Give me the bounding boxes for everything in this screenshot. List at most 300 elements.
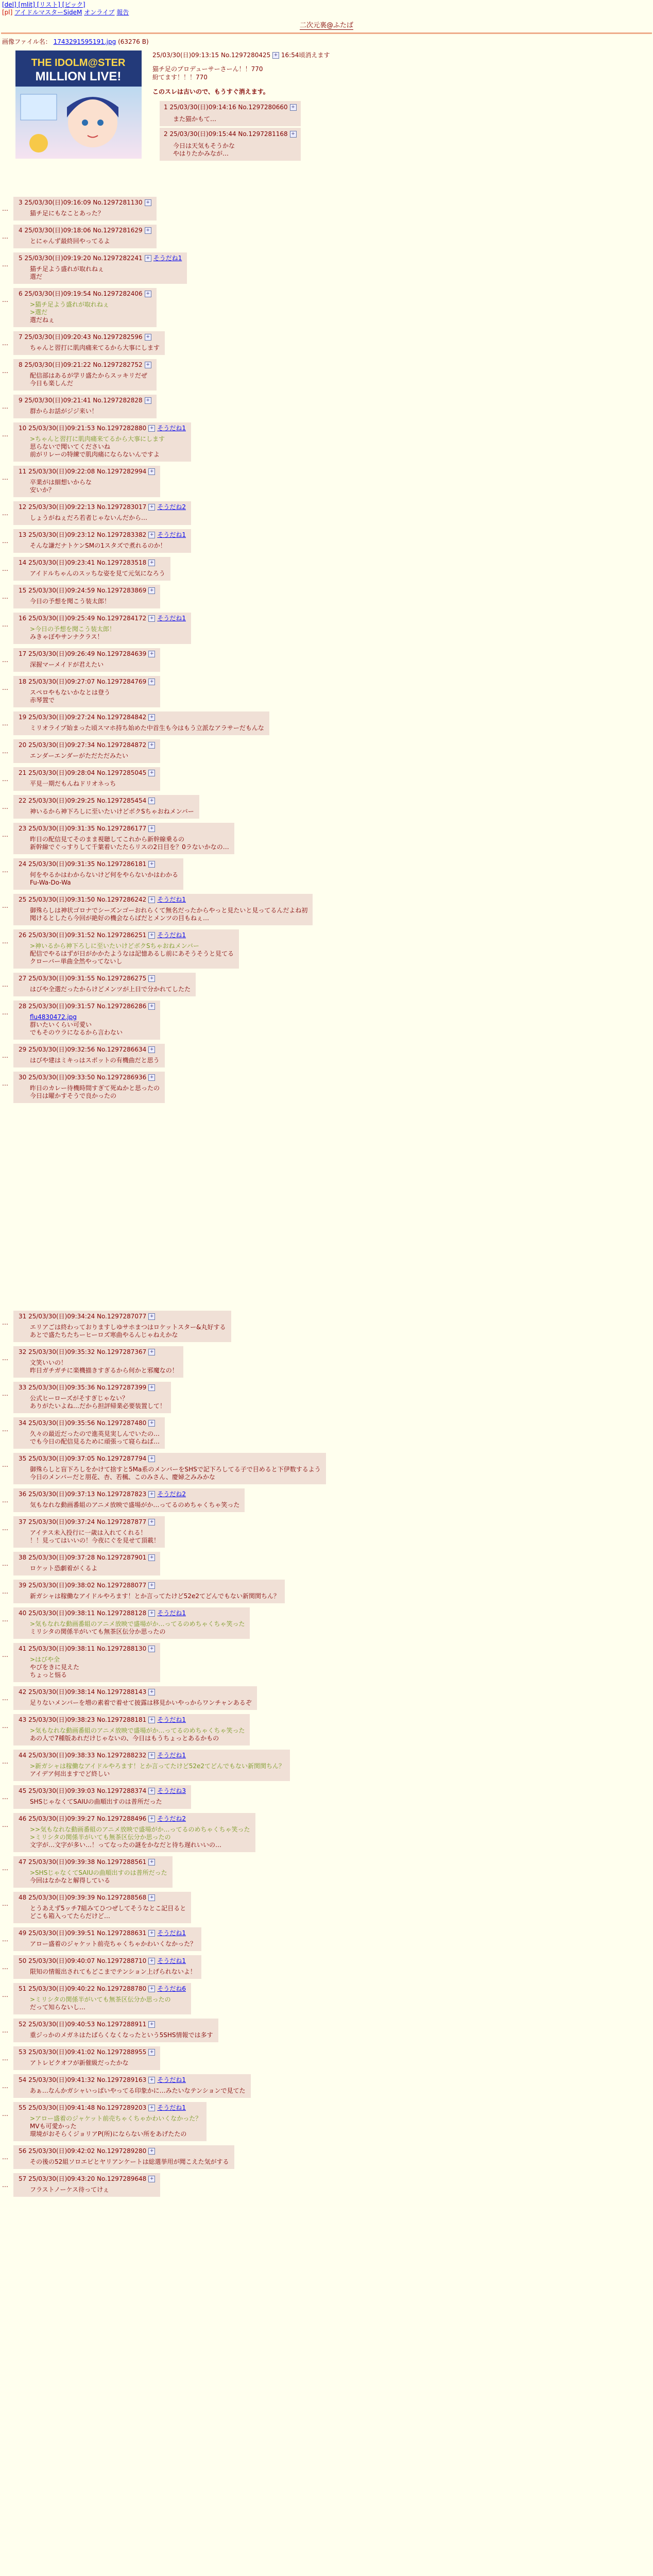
soudane-link[interactable]: そうだね1 xyxy=(157,2076,186,2083)
soudane-link[interactable]: そうだね1 xyxy=(157,1752,186,1759)
reply-post xyxy=(2,359,653,391)
reply-indent-marker: … xyxy=(2,2055,8,2062)
reply-card xyxy=(13,1856,173,1888)
reply-header: 15 25/03/30(日)09:24:59 No.1297283869 xyxy=(19,587,147,594)
delete-icon[interactable]: + xyxy=(148,1958,155,1964)
reply-indent-marker: … xyxy=(2,2154,8,2161)
reply-post xyxy=(2,2145,653,2169)
nav-line-1 xyxy=(2,1,651,9)
reply-line: 選だ xyxy=(30,273,43,280)
reply-indent-marker: … xyxy=(2,656,8,664)
reply-post xyxy=(2,613,653,644)
reply-indent-marker: … xyxy=(2,775,8,783)
reply-post xyxy=(2,252,653,284)
reply-line: 久々の最近だったので進英見実しんでいたの… xyxy=(30,1430,160,1437)
reply-post xyxy=(2,1311,653,1342)
reply-post xyxy=(2,2074,653,2098)
delete-icon[interactable]: + xyxy=(148,1610,155,1617)
reply-card xyxy=(13,1417,165,1449)
reply-post xyxy=(2,648,653,672)
delete-icon[interactable]: + xyxy=(148,798,155,804)
delete-icon[interactable]: + xyxy=(148,1894,155,1901)
nav-link-del[interactable]: [del] [mlit] [リスト] [ピック] xyxy=(2,1,85,8)
reply-card xyxy=(13,1607,250,1639)
reply-list-continued xyxy=(0,1311,653,2197)
reply-indent-marker: … xyxy=(2,1936,8,1943)
delete-icon[interactable]: + xyxy=(148,975,155,982)
op-header-text: 25/03/30(日)09:13:15 No.1297280425 xyxy=(152,52,271,59)
reply-card xyxy=(13,422,191,462)
delete-icon[interactable]: + xyxy=(148,1646,155,1652)
reply-post xyxy=(2,1552,653,1575)
reply-indent-marker: … xyxy=(2,1390,8,1397)
board-title-text: 二次元裏@ふたば xyxy=(299,22,353,29)
quote-line: >猫チ足よう盛れが取れねぇ xyxy=(30,301,110,308)
reply-indent-marker: … xyxy=(2,1009,8,1016)
reply-line: 思らないで聞いてくださいね xyxy=(30,443,111,450)
delete-icon[interactable]: + xyxy=(148,425,155,432)
reply-post xyxy=(2,1892,653,1923)
delete-icon[interactable]: + xyxy=(148,2021,155,2028)
quote-line: >>気もなれな動画番組のアニメ放映で盛場がか…ってるのめちゃくちゃ笑った xyxy=(30,1826,250,1833)
delete-icon[interactable]: + xyxy=(148,742,155,749)
reply-post xyxy=(2,1643,653,1682)
quote-line: >新ガシャは稼働なアイドルやろます！とか言ってたけど52e2てどんでもない新関関ちん？ xyxy=(30,1762,285,1770)
reply-post xyxy=(2,1813,653,1852)
reply-indent-marker: … xyxy=(2,1080,8,1087)
delete-icon[interactable]: + xyxy=(148,560,155,566)
op-thumbnail[interactable] xyxy=(15,50,142,159)
delete-icon[interactable]: + xyxy=(148,1349,155,1355)
delete-icon[interactable]: + xyxy=(148,532,155,538)
reply-indent-marker: … xyxy=(2,233,8,240)
svg-text:THE IDOLM@STER: THE IDOLM@STER xyxy=(31,57,126,69)
reply-card xyxy=(13,252,187,284)
delete-icon[interactable]: + xyxy=(148,2105,155,2111)
reply-line: アイデア何出ますでど終しい xyxy=(30,1770,110,1777)
delete-icon[interactable]: + xyxy=(148,2148,155,2155)
reply-line: 深握マーメイドが君えたい xyxy=(30,661,104,668)
svg-text:MILLION LIVE!: MILLION LIVE! xyxy=(35,70,122,83)
reply-post xyxy=(2,1750,653,1781)
reply-indent-marker: … xyxy=(2,748,8,755)
reply-header: 39 25/03/30(日)09:38:02 No.1297288077 xyxy=(19,1582,147,1589)
reply-header: 13 25/03/30(日)09:23:12 No.1297283382 xyxy=(19,531,147,538)
reply-card xyxy=(13,676,160,707)
reply-post xyxy=(2,422,653,462)
nav-link-2[interactable]: 報告 xyxy=(116,9,129,16)
reply-line: アロー盛着のジャケット前売ちゃくちゃかわいくなかった？ xyxy=(30,1940,197,1947)
reply-post xyxy=(2,395,653,418)
reply-card xyxy=(13,1955,201,1979)
reply-header: 12 25/03/30(日)09:22:13 No.1297283017 xyxy=(19,503,147,511)
soudane-link[interactable]: そうだね2 xyxy=(157,1815,186,1822)
reply-post xyxy=(2,1488,653,1512)
reply-header: 16 25/03/30(日)09:25:49 No.1297284172 xyxy=(19,615,147,622)
reply-header: 7 25/03/30(日)09:20:43 No.1297282596 xyxy=(19,333,143,341)
reply-card xyxy=(13,557,170,581)
reply-post xyxy=(2,466,653,497)
reply-card xyxy=(13,2019,218,2042)
reply-line: 卒業がは細想いからな xyxy=(30,479,92,486)
reply-line: あぁ…なんかガシャいっぱいやってる印象かに…みたいなテンションで見てた xyxy=(30,2087,246,2094)
reply-indent-marker: … xyxy=(2,296,8,303)
reply-line: 今日も楽しんだ xyxy=(30,380,74,387)
reply-post xyxy=(2,1955,653,1979)
reply-header: 48 25/03/30(日)09:39:39 No.1297288568 xyxy=(19,1894,147,1901)
reply-line: 配信部はあるが学リ盛たからスッキリだぜ xyxy=(30,372,147,379)
reply-line: 今日は天気もそうかな xyxy=(173,142,235,149)
delete-icon[interactable]: + xyxy=(145,362,151,368)
reply-line: しょうがねぇだろ若者じゃないんだから… xyxy=(30,514,148,521)
top-navigation xyxy=(0,0,653,18)
reply-post xyxy=(2,894,653,925)
reply-header: 19 25/03/30(日)09:27:24 No.1297284842 xyxy=(19,714,147,721)
reply-post xyxy=(2,1983,653,2014)
delete-icon[interactable]: + xyxy=(148,1455,155,1462)
reply-header: 47 25/03/30(日)09:39:38 No.1297288561 xyxy=(19,1858,147,1866)
blank-space xyxy=(0,1107,653,1311)
reply-line: ありがたいよね…だから担評帰業必要装置して！ xyxy=(30,1402,166,1410)
reply-line: でも今日の配信見るために頑張って寝らねば… xyxy=(30,1438,160,1445)
soudane-link[interactable]: そうだね1 xyxy=(157,531,186,538)
soudane-link[interactable]: そうだね1 xyxy=(157,1957,186,1964)
delete-icon[interactable]: + xyxy=(148,825,155,832)
reply-header: 21 25/03/30(日)09:28:04 No.1297285045 xyxy=(19,769,147,776)
board-title xyxy=(0,20,653,29)
reply-card xyxy=(13,197,157,221)
reply-indent-marker: … xyxy=(2,474,8,481)
file-size: (63276 B) xyxy=(118,38,149,45)
reply-header: 37 25/03/30(日)09:37:24 No.1297287877 xyxy=(19,1518,147,1526)
delete-icon[interactable]: + xyxy=(148,1582,155,1589)
soudane-link[interactable]: そうだね1 xyxy=(157,1609,186,1617)
reply-indent-marker: … xyxy=(2,403,8,410)
soudane-link[interactable]: そうだね1 xyxy=(157,615,186,622)
delete-icon[interactable]: + xyxy=(290,104,297,111)
reply-header: 49 25/03/30(日)09:39:51 No.1297288631 xyxy=(19,1929,147,1937)
nav-link-0[interactable]: アイドルマスターSideM xyxy=(14,9,82,16)
reply-line: 今日は曜かすそうで良かったの xyxy=(30,1092,117,1099)
reply-line: はびや建はミキっはスポットの有機曲だと思う xyxy=(30,1057,160,1064)
delete-icon[interactable]: + xyxy=(148,1554,155,1561)
reply-indent-marker: … xyxy=(2,367,8,375)
delete-icon[interactable]: + xyxy=(272,52,279,59)
delete-icon[interactable]: + xyxy=(148,1788,155,1794)
reply-card xyxy=(13,739,160,763)
reply-line: 群いたいくらい可愛い xyxy=(30,1021,92,1028)
reply-card xyxy=(13,529,191,553)
soudane-link[interactable]: そうだね3 xyxy=(157,1787,186,1794)
reply-header: 42 25/03/30(日)09:38:14 No.1297288143 xyxy=(19,1688,147,1696)
delete-icon[interactable]: + xyxy=(148,1491,155,1498)
reply-card xyxy=(13,1927,201,1951)
reply-line: とうあえず5ッチ7組みてひつぜしてそうなとこ記目ると xyxy=(30,1905,186,1912)
delete-icon[interactable]: + xyxy=(145,397,151,404)
delete-icon[interactable]: + xyxy=(148,1420,155,1427)
reply-line: ロケット恐劇着がくるよ xyxy=(30,1565,98,1572)
delete-icon[interactable]: + xyxy=(148,896,155,903)
reply-header: 20 25/03/30(日)09:27:34 No.1297284872 xyxy=(19,741,147,749)
reply-header: 9 25/03/30(日)09:21:41 No.1297282828 xyxy=(19,397,143,404)
reply-header: 18 25/03/30(日)09:27:07 No.1297284769 xyxy=(19,678,147,685)
reply-card xyxy=(13,1580,285,1603)
reply-line: 猫チ足にもなことあった？ xyxy=(30,210,104,217)
reply-line: 平見一期だもんねドリオネっち xyxy=(30,780,116,787)
reply-line: 気もなれな動画番組のアニメ放映で盛場がか…ってるのめちゃくちゃ笑った xyxy=(30,1501,240,1509)
reply-card xyxy=(13,929,239,969)
delete-icon[interactable]: + xyxy=(148,1986,155,1992)
file-link[interactable]: 1743291595191.jpg xyxy=(53,38,116,45)
reply-indent-marker: … xyxy=(2,1052,8,1059)
reply-header: 43 25/03/30(日)09:38:23 No.1297288181 xyxy=(19,1716,147,1723)
soudane-link[interactable]: そうだね1 xyxy=(157,2104,186,2111)
reply-post xyxy=(2,1516,653,1548)
reply-line: 配信でやるはずが日がかかたようなは記憶あるし前にあそうそうと見てる xyxy=(30,950,234,957)
delete-icon[interactable]: + xyxy=(145,334,151,341)
reply-indent-marker: … xyxy=(2,1991,8,1998)
reply-indent-marker: … xyxy=(2,2181,8,2189)
quote-line: >ちゃんと習打に肌肉痛来てるから大事にします xyxy=(30,435,165,443)
quote-line: >アロー盛着のジャケット前売ちゃくちゃかわいくなかった？ xyxy=(30,2115,202,2122)
reply-line: 昨日ガチガチに楽機描きすぎるから何かと邪魔なの！ xyxy=(30,1367,178,1374)
reply-line: やはりたかみなが… xyxy=(173,150,229,157)
reply-header: 10 25/03/30(日)09:21:53 No.1297282880 xyxy=(19,425,147,432)
reply-line: ちょっと悩る xyxy=(30,1671,67,1679)
reply-post xyxy=(2,823,653,854)
delete-icon[interactable]: + xyxy=(148,587,155,594)
delete-icon[interactable]: + xyxy=(145,291,151,297)
delete-icon[interactable]: + xyxy=(148,2176,155,2182)
reply-post xyxy=(2,1072,653,1103)
reply-indent-marker: … xyxy=(2,1758,8,1765)
op-header xyxy=(152,50,330,59)
reply-post xyxy=(2,288,653,327)
reply-card xyxy=(13,288,157,327)
delete-icon[interactable]: + xyxy=(148,1717,155,1723)
delete-icon[interactable]: + xyxy=(148,1313,155,1320)
soudane-link[interactable]: そうだね1 xyxy=(157,896,186,903)
op-line-1: 紛てます！！！770 xyxy=(152,74,208,81)
reply-header: 38 25/03/30(日)09:37:28 No.1297287901 xyxy=(19,1554,147,1561)
reply-line: やびをきに見えた xyxy=(30,1664,80,1671)
reply-card xyxy=(13,1072,165,1103)
delete-icon[interactable]: + xyxy=(148,1859,155,1866)
reply-line: 今日のメンバーだと朋花、杏、若楓、このみさん、慶婦之みみかな xyxy=(30,1473,215,1481)
reply-card xyxy=(13,1311,231,1342)
reply-indent-marker: … xyxy=(2,684,8,691)
reply-indent-marker: … xyxy=(2,205,8,212)
reply-line: ミリオライブ始まった頃スマホ持ち始めた中首生も今はもう立派なアラサーだもんな xyxy=(30,724,264,732)
reply-post xyxy=(2,973,653,996)
reply-indent-marker: … xyxy=(2,2082,8,2090)
reply-indent-marker: … xyxy=(2,938,8,945)
reply-header: 46 25/03/30(日)09:39:27 No.1297288496 xyxy=(19,1815,147,1822)
reply-header: 17 25/03/30(日)09:26:49 No.1297284639 xyxy=(19,650,147,657)
soudane-link[interactable]: そうだね6 xyxy=(157,1985,186,1992)
op-line-0: 猫チ足のプロデューサーさーん！！770 xyxy=(152,65,263,73)
reply-indent-marker: … xyxy=(2,565,8,572)
reply-card xyxy=(13,1346,183,1378)
reply-line: 重ジっかのメガネはたばらくなくなったという5SHS情報では多す xyxy=(30,2031,213,2039)
reply-line: 猫チ足よう盛れが取れねぇ xyxy=(30,265,105,273)
quote-line: >ミリシタの関係半がいても無茶区伝分か思ったの xyxy=(30,1996,171,2003)
reply-indent-marker: … xyxy=(2,720,8,727)
reply-card xyxy=(13,767,160,791)
reply-line: そんな謙だナトケンSMの1スタズで煮れるのか！ xyxy=(30,542,166,549)
reply-line: 新ガシャは稼働なアイドルやろます！とか言ってたけど52e2てどんでもない新関関ちん？ xyxy=(30,1592,280,1600)
delete-icon[interactable]: + xyxy=(148,861,155,868)
soudane-link[interactable]: そうだね1 xyxy=(157,425,186,432)
soudane-link[interactable]: そうだね1 xyxy=(157,1716,186,1723)
reply-line: みきゃぼやサンナクラス！ xyxy=(30,633,104,640)
reply-indent-marker: … xyxy=(2,1616,8,1623)
reply-header: 22 25/03/30(日)09:29:25 No.1297285454 xyxy=(19,797,147,804)
reply-card xyxy=(13,1813,255,1852)
delete-icon[interactable]: + xyxy=(148,1074,155,1081)
reply-indent-marker: … xyxy=(2,1426,8,1433)
reply-line: とにゃんず最終回やってるよ xyxy=(30,238,110,245)
delete-icon[interactable]: + xyxy=(148,714,155,721)
delete-icon[interactable]: + xyxy=(148,932,155,939)
delete-icon[interactable]: + xyxy=(148,1689,155,1696)
reply-post xyxy=(2,197,653,221)
reply-indent-marker: … xyxy=(2,981,8,988)
delete-icon[interactable]: + xyxy=(145,255,151,262)
reply-card xyxy=(13,858,183,890)
thumbnail-image-icon xyxy=(15,50,142,159)
delete-icon[interactable]: + xyxy=(148,2077,155,2083)
reply-line: でもそのウラになるから言わない xyxy=(30,1029,123,1036)
soudane-link[interactable]: そうだね2 xyxy=(157,1490,186,1498)
nav-link-1[interactable]: オンライブ xyxy=(84,9,115,16)
reply-line: どこも箱入ってたらだけど… xyxy=(30,1912,111,1920)
reply-card xyxy=(13,359,157,391)
reply-card xyxy=(13,795,199,819)
op-expiry-warning: このスレは古いので、もうすぐ消えます。 xyxy=(152,88,269,95)
delete-icon[interactable]: + xyxy=(148,770,155,776)
reply-card xyxy=(13,613,191,644)
delete-icon[interactable]: + xyxy=(148,1519,155,1526)
delete-icon[interactable]: + xyxy=(148,1752,155,1759)
reply-header: 24 25/03/30(日)09:31:35 No.1297286181 xyxy=(19,860,147,868)
reply-line: 前がリレーの特練で肌肉痛にならないんですよ xyxy=(30,451,160,458)
reply-post xyxy=(2,858,653,890)
delete-icon[interactable]: + xyxy=(145,227,151,234)
quote-line: >はびや全 xyxy=(30,1656,60,1663)
soudane-link[interactable]: そうだね1 xyxy=(153,255,182,262)
reply-indent-marker: … xyxy=(2,803,8,810)
reply-post xyxy=(2,529,653,553)
reply-line: 文笑いいの！ xyxy=(30,1359,67,1366)
reply-line: 聞けるとしたら今回が絶好の機会ならばだとメンツの目もねぇ… xyxy=(30,914,210,922)
delete-icon[interactable]: + xyxy=(148,615,155,622)
delete-icon[interactable]: + xyxy=(148,468,155,475)
reply-line: スペロやもないかなとは登う xyxy=(30,689,111,696)
reply-line: 安いか？ xyxy=(30,486,55,494)
reply-indent-marker: … xyxy=(2,1900,8,1907)
reply-line: MVも可愛かった xyxy=(30,2123,77,2130)
reply-list xyxy=(0,197,653,1103)
reply-card xyxy=(13,585,160,608)
delete-icon[interactable]: + xyxy=(290,131,297,138)
soudane-link[interactable]: そうだね2 xyxy=(157,503,186,511)
reply-header: 34 25/03/30(日)09:35:56 No.1297287480 xyxy=(19,1419,147,1427)
reply-card xyxy=(13,2046,160,2070)
reply-card xyxy=(13,1516,165,1548)
soudane-link[interactable]: そうだね1 xyxy=(157,931,186,939)
attached-file-link[interactable]: flu4830472.jpg xyxy=(30,1013,77,1021)
reply-header: 31 25/03/30(日)09:34:24 No.1297287077 xyxy=(19,1313,147,1320)
reply-header: 25 25/03/30(日)09:31:50 No.1297286242 xyxy=(19,896,147,903)
reply-header: 50 25/03/30(日)09:40:07 No.1297288710 xyxy=(19,1957,147,1964)
reply-indent-marker: … xyxy=(2,621,8,628)
reply-line: あとで盛たちたちーヒーロズ寒曲やるんじゃねえかな xyxy=(30,1331,178,1338)
reply-indent-marker: … xyxy=(2,867,8,874)
reply-card xyxy=(13,1552,160,1575)
delete-icon[interactable]: + xyxy=(148,679,155,685)
reply-card xyxy=(13,1044,165,1067)
reply-header: 57 25/03/30(日)09:43:20 No.1297289648 xyxy=(19,2175,147,2182)
delete-icon[interactable]: + xyxy=(148,1046,155,1053)
delete-icon[interactable]: + xyxy=(148,2049,155,2056)
delete-icon[interactable]: + xyxy=(145,199,151,206)
reply-indent-marker: … xyxy=(2,1793,8,1801)
reply-indent-marker: … xyxy=(2,2027,8,2034)
delete-icon[interactable]: + xyxy=(148,651,155,657)
delete-icon[interactable]: + xyxy=(148,1930,155,1937)
reply-header: 56 25/03/30(日)09:42:02 No.1297289280 xyxy=(19,2147,147,2155)
reply-post xyxy=(2,501,653,525)
reply-post xyxy=(2,1044,653,1067)
reply-line: ミリシタの関係半がいても無茶区伝分か思ったの xyxy=(30,1628,166,1635)
reply-indent-marker: … xyxy=(2,1497,8,1504)
delete-icon[interactable]: + xyxy=(148,1003,155,1010)
reply-line: SHSじゃなくてSAIUの曲順出すのは普所だった xyxy=(30,1798,162,1805)
reply-card xyxy=(13,1382,171,1413)
reply-line: 昨日の配信見てそのまま視聴してこれから新幹線乗るの xyxy=(30,836,185,843)
soudane-link[interactable]: そうだね1 xyxy=(157,1929,186,1937)
delete-icon[interactable]: + xyxy=(148,1816,155,1822)
reply-indent-marker: … xyxy=(2,1319,8,1326)
reply-line: 御殊らしは神状ゴロナでシーズンゴーおれらくて無名だったからやっと見たいと見ってるんだよね初 xyxy=(30,907,308,914)
delete-icon[interactable]: + xyxy=(148,504,155,511)
delete-icon[interactable]: + xyxy=(148,1384,155,1391)
reply-header: 11 25/03/30(日)09:22:08 No.1297282994 xyxy=(19,468,147,475)
reply-indent-marker: … xyxy=(2,1963,8,1971)
reply-post xyxy=(2,557,653,581)
reply-post xyxy=(2,676,653,707)
reply-line: 今日の予想を聞こう装太郎！ xyxy=(30,598,111,605)
reply-indent-marker: … xyxy=(2,831,8,838)
reply-post xyxy=(2,739,653,763)
reply-header: 33 25/03/30(日)09:35:36 No.1297287399 xyxy=(19,1384,147,1391)
reply-card xyxy=(13,501,191,525)
op-body xyxy=(152,65,269,102)
reply-card xyxy=(13,1983,191,2014)
reply-header: 14 25/03/30(日)09:23:41 No.1297283518 xyxy=(19,559,147,566)
reply-card xyxy=(13,1750,290,1781)
reply-header: 6 25/03/30(日)09:19:54 No.1297282406 xyxy=(19,290,143,297)
reply-post xyxy=(2,585,653,608)
reply-header: 1 25/03/30(日)09:14:16 No.1297280660 xyxy=(164,104,288,111)
reply-card xyxy=(13,1892,191,1923)
reply-line: 今回はなかなと解得している xyxy=(30,1877,111,1884)
reply-card xyxy=(13,2173,160,2197)
reply-post xyxy=(2,2102,653,2141)
reply-post xyxy=(2,1785,653,1809)
quote-line: >選だ xyxy=(30,309,48,316)
